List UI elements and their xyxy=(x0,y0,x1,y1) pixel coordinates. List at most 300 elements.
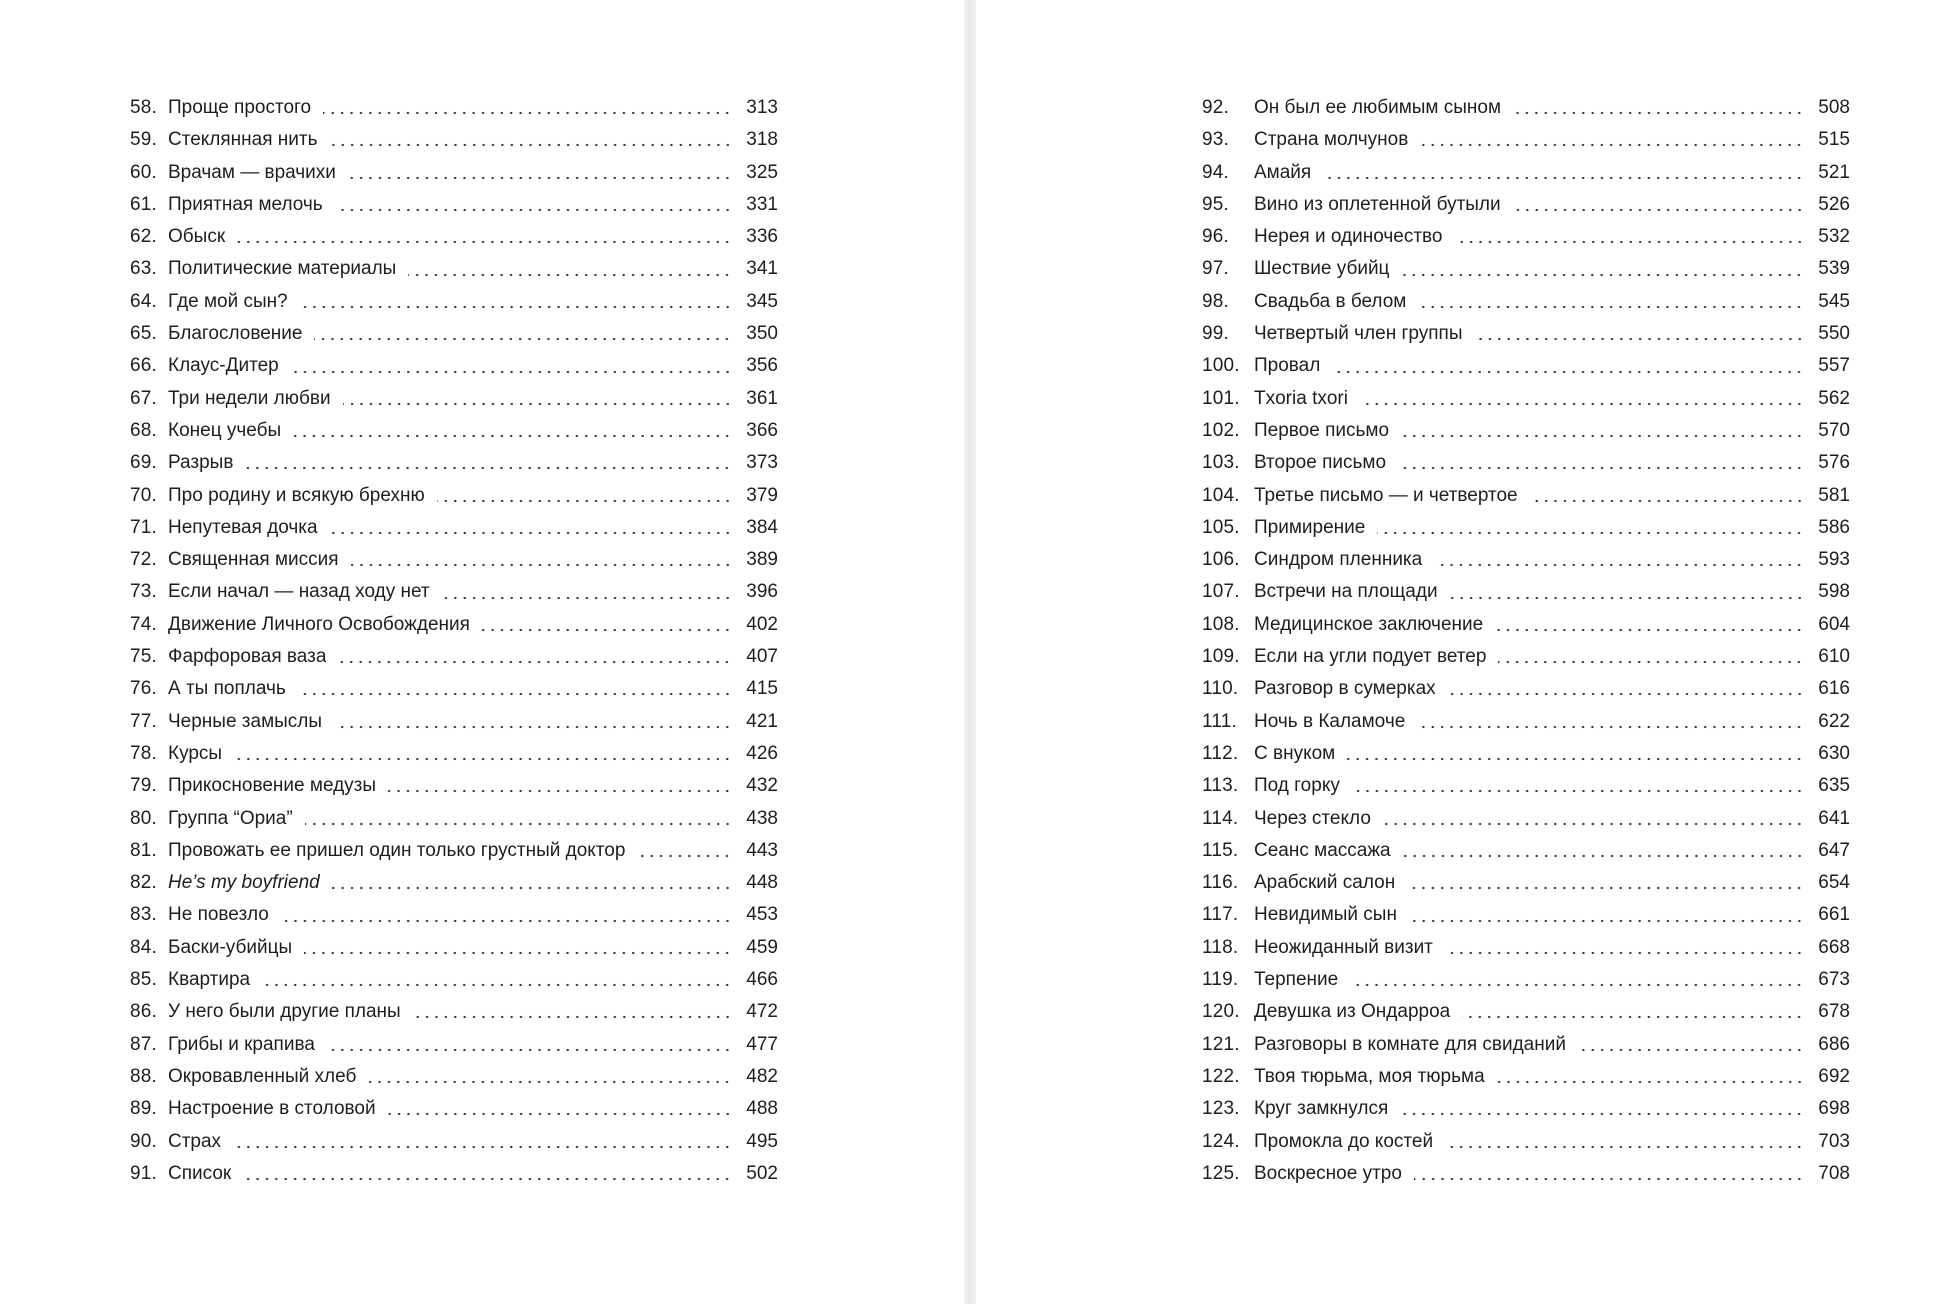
toc-entry xyxy=(1202,544,1850,576)
book-gutter xyxy=(964,0,976,1304)
dot-leader xyxy=(1398,465,1804,471)
chapter-number: 76. xyxy=(130,678,158,700)
dot-leader xyxy=(1578,1047,1804,1053)
chapter-number: 96. xyxy=(1202,226,1230,248)
dot-leader xyxy=(323,110,732,116)
dot-leader xyxy=(243,1176,732,1182)
chapter-title: Провал xyxy=(1254,355,1321,377)
dot-leader xyxy=(332,885,732,891)
dot-leader xyxy=(1498,659,1804,665)
chapter-title: Txoria txori xyxy=(1254,387,1348,409)
dot-leader xyxy=(262,982,732,988)
chapter-title: Первое письмо xyxy=(1254,419,1390,441)
toc-entry xyxy=(130,350,778,382)
toc-entry xyxy=(130,867,778,899)
dot-leader xyxy=(343,401,732,407)
toc-entry xyxy=(130,899,778,931)
page-number: 482 xyxy=(746,1065,778,1087)
dot-leader xyxy=(1417,724,1804,730)
chapter-number: 77. xyxy=(130,710,158,732)
page-number: 502 xyxy=(746,1162,778,1184)
dot-leader xyxy=(233,1144,732,1150)
page-number: 325 xyxy=(746,161,778,183)
toc-entry xyxy=(1202,964,1850,996)
chapter-number: 66. xyxy=(130,355,158,377)
dot-leader xyxy=(348,175,732,181)
page-number: 384 xyxy=(746,516,778,538)
chapter-title: Невидимый сын xyxy=(1254,904,1397,926)
dot-leader xyxy=(1418,304,1804,310)
page-number: 432 xyxy=(746,775,778,797)
chapter-title: Не повезло xyxy=(168,904,269,926)
chapter-title: Воскресное утро xyxy=(1254,1162,1402,1184)
dot-leader xyxy=(304,950,732,956)
chapter-title: Четвертый член группы xyxy=(1254,323,1463,345)
chapter-number: 118. xyxy=(1202,936,1239,958)
chapter-number: 90. xyxy=(130,1130,158,1152)
toc-entry xyxy=(130,480,778,512)
chapter-title: Медицинское заключение xyxy=(1254,613,1484,635)
chapter-number: 88. xyxy=(130,1065,158,1087)
chapter-number: 62. xyxy=(130,226,158,248)
page-number: 641 xyxy=(1818,807,1850,829)
chapter-title: Приятная мелочь xyxy=(168,193,323,215)
page-number: 402 xyxy=(746,613,778,635)
dot-leader xyxy=(1475,336,1805,342)
toc-entry xyxy=(130,253,778,285)
page-number: 443 xyxy=(746,839,778,861)
chapter-number: 87. xyxy=(130,1033,158,1055)
page-number: 686 xyxy=(1818,1033,1850,1055)
chapter-title: Круг замкнулся xyxy=(1254,1098,1389,1120)
page-number: 581 xyxy=(1818,484,1850,506)
chapter-title: Врачам — врачихи xyxy=(168,161,336,183)
dot-leader xyxy=(305,821,732,827)
chapter-number: 85. xyxy=(130,969,158,991)
chapter-number: 93. xyxy=(1202,129,1230,151)
toc-entry xyxy=(130,92,778,124)
right-page-toc xyxy=(1202,92,1850,1190)
toc-entry xyxy=(130,447,778,479)
chapter-number: 94. xyxy=(1202,161,1230,183)
page-number: 350 xyxy=(746,323,778,345)
chapter-title: Неожиданный визит xyxy=(1254,936,1433,958)
dot-leader xyxy=(1407,885,1804,891)
page-number: 415 xyxy=(746,678,778,700)
chapter-title: Черные замыслы xyxy=(168,710,323,732)
chapter-title: Стеклянная нить xyxy=(168,129,318,151)
page-number: 515 xyxy=(1818,129,1850,151)
toc-entry xyxy=(1202,576,1850,608)
chapter-title: У него были другие планы xyxy=(168,1001,401,1023)
chapter-title: Группа “Ориа” xyxy=(168,807,293,829)
chapter-number: 58. xyxy=(130,97,158,118)
chapter-title: Под горку xyxy=(1254,775,1340,797)
toc-entry xyxy=(1202,1126,1850,1158)
toc-entry xyxy=(130,1093,778,1125)
page-number: 336 xyxy=(746,226,778,248)
chapter-number: 111. xyxy=(1202,710,1237,732)
toc-entry xyxy=(1202,706,1850,738)
chapter-number: 113. xyxy=(1202,775,1239,797)
chapter-title: Благословение xyxy=(168,323,303,345)
toc-entry xyxy=(1202,124,1850,156)
chapter-title: Твоя тюрьма, моя тюрьма xyxy=(1254,1065,1485,1087)
page-number: 396 xyxy=(746,581,778,603)
page-number: 448 xyxy=(746,872,778,894)
chapter-number: 82. xyxy=(130,872,158,894)
toc-entry xyxy=(130,512,778,544)
chapter-title: Курсы xyxy=(168,742,223,764)
toc-entry xyxy=(130,286,778,318)
dot-leader xyxy=(1445,1144,1804,1150)
chapter-title: С внуком xyxy=(1254,742,1336,764)
dot-leader xyxy=(1401,433,1804,439)
chapter-title: Движение Личного Освобождения xyxy=(168,613,470,635)
chapter-number: 124. xyxy=(1202,1130,1240,1152)
page-number: 466 xyxy=(746,969,778,991)
page-number: 586 xyxy=(1818,516,1850,538)
dot-leader xyxy=(1420,142,1804,148)
page-number: 366 xyxy=(746,419,778,441)
chapter-number: 107. xyxy=(1202,581,1240,603)
chapter-number: 84. xyxy=(130,936,158,958)
toc-entry xyxy=(1202,996,1850,1028)
chapter-title: Проще простого xyxy=(168,97,312,118)
toc-entry xyxy=(130,673,778,705)
toc-entry xyxy=(1202,1093,1850,1125)
chapter-number: 117. xyxy=(1202,904,1239,926)
dot-leader xyxy=(293,433,732,439)
chapter-title: Страна молчунов xyxy=(1254,129,1409,151)
page-number: 373 xyxy=(746,452,778,474)
toc-entry xyxy=(130,318,778,350)
dot-leader xyxy=(1434,562,1804,568)
chapter-title: Политические материалы xyxy=(168,258,397,280)
chapter-number: 63. xyxy=(130,258,158,280)
dot-leader xyxy=(1350,982,1804,988)
chapter-title: Третье письмо — и четвертое xyxy=(1254,484,1518,506)
page-number: 356 xyxy=(746,355,778,377)
dot-leader xyxy=(314,336,732,342)
toc-entry xyxy=(130,415,778,447)
dot-leader xyxy=(1497,1079,1804,1085)
chapter-number: 109. xyxy=(1202,646,1240,668)
page-number: 570 xyxy=(1818,419,1850,441)
chapter-number: 92. xyxy=(1202,97,1230,118)
page-number: 345 xyxy=(746,290,778,312)
dot-leader xyxy=(1401,272,1804,278)
chapter-number: 61. xyxy=(130,193,158,215)
chapter-number: 69. xyxy=(130,452,158,474)
chapter-number: 106. xyxy=(1202,549,1240,571)
toc-entry xyxy=(1202,641,1850,673)
toc-entry xyxy=(1202,738,1850,770)
toc-entry xyxy=(1202,383,1850,415)
page-number: 438 xyxy=(746,807,778,829)
dot-leader xyxy=(1352,788,1804,794)
chapter-number: 116. xyxy=(1202,872,1239,894)
chapter-title: Конец учебы xyxy=(168,419,282,441)
page-number: 678 xyxy=(1818,1001,1850,1023)
page-number: 576 xyxy=(1818,452,1850,474)
page-number: 661 xyxy=(1818,904,1850,926)
toc-entry xyxy=(1202,157,1850,189)
page-number: 610 xyxy=(1818,646,1850,668)
chapter-number: 75. xyxy=(130,646,158,668)
page-number: 532 xyxy=(1818,226,1850,248)
dot-leader xyxy=(408,272,732,278)
dot-leader xyxy=(300,304,732,310)
toc-entry xyxy=(130,706,778,738)
toc-entry xyxy=(1202,318,1850,350)
page-number: 630 xyxy=(1818,742,1850,764)
toc-entry xyxy=(130,803,778,835)
page-number: 545 xyxy=(1818,290,1850,312)
chapter-number: 123. xyxy=(1202,1098,1240,1120)
chapter-title: Обыск xyxy=(168,226,226,248)
dot-leader xyxy=(234,756,732,762)
toc-entry xyxy=(130,221,778,253)
toc-entry xyxy=(130,1126,778,1158)
toc-entry xyxy=(1202,253,1850,285)
chapter-number: 70. xyxy=(130,484,158,506)
page-number: 550 xyxy=(1818,323,1850,345)
page-number: 318 xyxy=(746,129,778,151)
chapter-title: Встречи на площади xyxy=(1254,581,1438,603)
page-number: 668 xyxy=(1818,936,1850,958)
chapter-title: Девушка из Ондарроа xyxy=(1254,1001,1451,1023)
chapter-number: 65. xyxy=(130,323,158,345)
toc-entry xyxy=(130,1061,778,1093)
toc-entry xyxy=(1202,512,1850,544)
chapter-number: 78. xyxy=(130,742,158,764)
chapter-title: Если начал — назад ходу нет xyxy=(168,581,430,603)
chapter-number: 59. xyxy=(130,129,158,151)
chapter-title: Через стекло xyxy=(1254,807,1371,829)
chapter-title: Арабский салон xyxy=(1254,872,1396,894)
chapter-title: Непутевая дочка xyxy=(168,516,318,538)
page-number: 379 xyxy=(746,484,778,506)
dot-leader xyxy=(291,369,732,375)
toc-entry xyxy=(130,964,778,996)
dot-leader xyxy=(1383,821,1804,827)
chapter-number: 97. xyxy=(1202,258,1230,280)
chapter-number: 74. xyxy=(130,613,158,635)
chapter-title: Разговор в сумерках xyxy=(1254,678,1436,700)
dot-leader xyxy=(298,691,732,697)
chapter-title: Второе письмо xyxy=(1254,452,1387,474)
dot-leader xyxy=(1377,530,1804,536)
chapter-title: Нерея и одиночество xyxy=(1254,226,1443,248)
dot-leader xyxy=(330,142,732,148)
dot-leader xyxy=(1400,1111,1804,1117)
chapter-number: 79. xyxy=(130,775,158,797)
chapter-number: 91. xyxy=(130,1162,158,1184)
dot-leader xyxy=(437,498,732,504)
toc-entry xyxy=(1202,1061,1850,1093)
page-number: 495 xyxy=(746,1130,778,1152)
chapter-number: 95. xyxy=(1202,193,1230,215)
dot-leader xyxy=(281,918,732,924)
page-number: 459 xyxy=(746,936,778,958)
chapter-title: Ночь в Каламоче xyxy=(1254,710,1406,732)
chapter-number: 81. xyxy=(130,839,158,861)
chapter-number: 60. xyxy=(130,161,158,183)
toc-entry xyxy=(130,1029,778,1061)
chapter-number: 103. xyxy=(1202,452,1240,474)
toc-list-right xyxy=(1202,92,1850,1190)
page-number: 647 xyxy=(1818,839,1850,861)
page-number: 635 xyxy=(1818,775,1850,797)
chapter-title: Список xyxy=(168,1162,232,1184)
toc-list-left xyxy=(130,92,778,1190)
chapter-title: Провожать ее пришел один только грустный доктор xyxy=(168,839,626,861)
page-number: 708 xyxy=(1818,1162,1850,1184)
chapter-number: 104. xyxy=(1202,484,1240,506)
toc-entry xyxy=(130,641,778,673)
chapter-title: Если на угли подует ветер xyxy=(1254,646,1487,668)
chapter-number: 119. xyxy=(1202,969,1239,991)
chapter-number: 122. xyxy=(1202,1065,1240,1087)
page-number: 622 xyxy=(1818,710,1850,732)
toc-entry xyxy=(130,609,778,641)
chapter-number: 83. xyxy=(130,904,158,926)
page-number: 313 xyxy=(746,97,778,118)
dot-leader xyxy=(442,595,732,601)
page-number: 526 xyxy=(1818,193,1850,215)
toc-entry xyxy=(1202,350,1850,382)
chapter-title: Терпение xyxy=(1254,969,1339,991)
dot-leader xyxy=(1495,627,1804,633)
dot-leader xyxy=(1323,175,1804,181)
chapter-number: 64. xyxy=(130,290,158,312)
page-number: 453 xyxy=(746,904,778,926)
chapter-title: Окровавленный хлеб xyxy=(168,1065,357,1087)
chapter-number: 67. xyxy=(130,387,158,409)
toc-entry xyxy=(130,189,778,221)
dot-leader xyxy=(1360,401,1804,407)
toc-entry xyxy=(1202,803,1850,835)
page-number: 472 xyxy=(746,1001,778,1023)
chapter-title: Разговоры в комнате для свиданий xyxy=(1254,1033,1566,1055)
chapter-number: 100. xyxy=(1202,355,1240,377)
page-number: 616 xyxy=(1818,678,1850,700)
page-number: 361 xyxy=(746,387,778,409)
page-number: 557 xyxy=(1818,355,1850,377)
chapter-number: 98. xyxy=(1202,290,1230,312)
dot-leader xyxy=(1530,498,1804,504)
dot-leader xyxy=(1450,595,1804,601)
page-number: 331 xyxy=(746,193,778,215)
chapter-number: 101. xyxy=(1202,387,1240,409)
chapter-number: 99. xyxy=(1202,323,1230,345)
toc-entry xyxy=(1202,899,1850,931)
chapter-title: Амайя xyxy=(1254,161,1312,183)
dot-leader xyxy=(388,1111,732,1117)
toc-entry xyxy=(130,996,778,1028)
page-number: 341 xyxy=(746,258,778,280)
page-number: 654 xyxy=(1818,872,1850,894)
page-number: 508 xyxy=(1818,97,1850,118)
chapter-number: 89. xyxy=(130,1098,158,1120)
dot-leader xyxy=(335,207,732,213)
page-number: 477 xyxy=(746,1033,778,1055)
chapter-number: 72. xyxy=(130,549,158,571)
dot-leader xyxy=(637,853,732,859)
dot-leader xyxy=(334,724,732,730)
chapter-number: 86. xyxy=(130,1001,158,1023)
toc-entry xyxy=(130,157,778,189)
dot-leader xyxy=(245,465,732,471)
toc-entry xyxy=(1202,447,1850,479)
page-number: 421 xyxy=(746,710,778,732)
chapter-title: Клаус-Дитер xyxy=(168,355,279,377)
dot-leader xyxy=(1445,950,1804,956)
toc-entry xyxy=(130,770,778,802)
toc-entry xyxy=(1202,867,1850,899)
dot-leader xyxy=(330,530,732,536)
chapter-title: Страх xyxy=(168,1130,222,1152)
page-number: 598 xyxy=(1818,581,1850,603)
chapter-number: 114. xyxy=(1202,807,1239,829)
page-number: 426 xyxy=(746,742,778,764)
chapter-number: 125. xyxy=(1202,1162,1240,1184)
toc-entry xyxy=(1202,480,1850,512)
toc-entry xyxy=(1202,673,1850,705)
chapter-title: А ты поплачь xyxy=(168,678,286,700)
toc-entry xyxy=(1202,1029,1850,1061)
chapter-number: 121. xyxy=(1202,1033,1240,1055)
toc-entry xyxy=(130,576,778,608)
page-number: 407 xyxy=(746,646,778,668)
toc-entry xyxy=(1202,609,1850,641)
chapter-title: Вино из оплетенной бутыли xyxy=(1254,193,1501,215)
toc-entry xyxy=(1202,189,1850,221)
chapter-number: 73. xyxy=(130,581,158,603)
chapter-number: 80. xyxy=(130,807,158,829)
chapter-number: 102. xyxy=(1202,419,1240,441)
dot-leader xyxy=(1513,207,1804,213)
toc-entry xyxy=(130,383,778,415)
chapter-number: 68. xyxy=(130,419,158,441)
toc-entry xyxy=(1202,286,1850,318)
chapter-number: 108. xyxy=(1202,613,1240,635)
page-number: 604 xyxy=(1818,613,1850,635)
dot-leader xyxy=(1403,853,1804,859)
chapter-number: 105. xyxy=(1202,516,1240,538)
chapter-title: He’s my boyfriend xyxy=(168,872,320,894)
chapter-title: Квартира xyxy=(168,969,251,991)
toc-entry xyxy=(130,738,778,770)
dot-leader xyxy=(1455,239,1805,245)
page-number: 488 xyxy=(746,1098,778,1120)
chapter-title: Промокла до костей xyxy=(1254,1130,1434,1152)
toc-entry xyxy=(1202,835,1850,867)
dot-leader xyxy=(1462,1014,1804,1020)
toc-entry xyxy=(1202,770,1850,802)
dot-leader xyxy=(388,788,732,794)
page-number: 593 xyxy=(1818,549,1850,571)
chapter-title: Прикосновение медузы xyxy=(168,775,377,797)
dot-leader xyxy=(368,1079,732,1085)
toc-entry xyxy=(1202,415,1850,447)
page-number: 703 xyxy=(1818,1130,1850,1152)
page-number: 389 xyxy=(746,549,778,571)
chapter-title: Синдром пленника xyxy=(1254,549,1423,571)
toc-entry xyxy=(130,544,778,576)
dot-leader xyxy=(1332,369,1804,375)
